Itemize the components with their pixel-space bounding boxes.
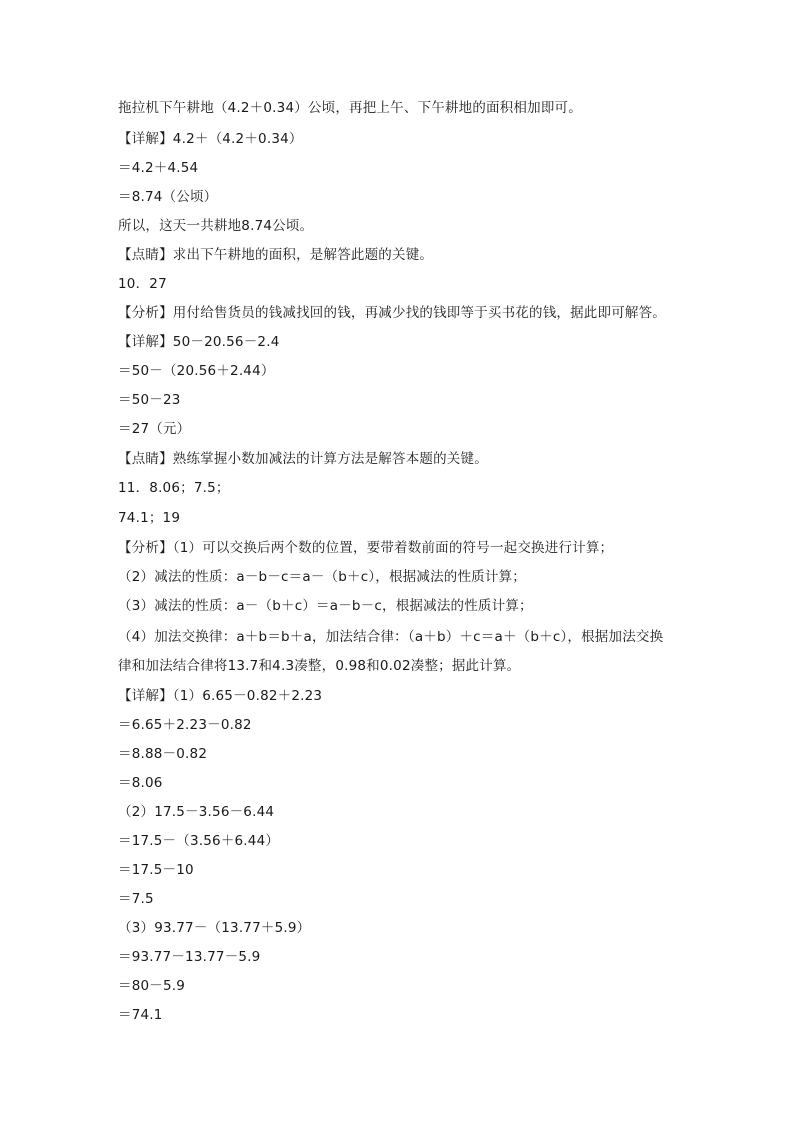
text-line: ＝8.88－0.82: [118, 746, 208, 762]
text-line: 律和加法结合律将13.7和4.3凑整，0.98和0.02凑整；据此计算。: [118, 658, 521, 674]
text-line: 拖拉机下午耕地（4.2＋0.34）公顷，再把上午、下午耕地的面积相加即可。: [118, 100, 582, 116]
text-line: 【详解】（1）6.65－0.82＋2.23: [118, 688, 323, 704]
text-line: （3）减法的性质：a－（b＋c）＝a－b－c，根据减法的性质计算；: [118, 598, 533, 614]
text-line: （3）93.77－（13.77＋5.9）: [118, 920, 311, 936]
text-line: ＝50－（20.56＋2.44）: [118, 363, 275, 379]
text-line: 【分析】（1）可以交换后两个数的位置，要带着数前面的符号一起交换进行计算；: [118, 540, 614, 556]
question-number: 11．8.06；7.5；: [118, 480, 230, 496]
text-line: （4）加法交换律：a＋b＝b＋a，加法结合律：（a＋b）＋c＝a＋（b＋c），根据加法交换: [118, 629, 664, 645]
text-line: ＝27（元）: [118, 421, 191, 437]
text-line: ＝8.06: [118, 775, 163, 791]
text-line: 【详解】4.2＋（4.2＋0.34）: [118, 131, 303, 147]
question-number: 10．27: [118, 276, 167, 292]
text-line: 【分析】用付给售货员的钱减找回的钱，再减少找的钱即等于买书花的钱，据此即可解答。: [118, 305, 666, 321]
text-line: ＝4.2＋4.54: [118, 160, 199, 176]
text-line: ＝7.5: [118, 891, 154, 907]
text-line: （2）17.5－3.56－6.44: [118, 804, 275, 820]
text-line: ＝17.5－10: [118, 862, 194, 878]
text-line: ＝8.74（公顷）: [118, 189, 218, 205]
text-line: ＝93.77－13.77－5.9: [118, 949, 261, 965]
text-line: 【点睛】求出下午耕地的面积，是解答此题的关键。: [118, 247, 434, 263]
text-line: 【点睛】熟练掌握小数加减法的计算方法是解答本题的关键。: [118, 451, 488, 467]
text-line: ＝50－23: [118, 392, 181, 408]
text-line: ＝80－5.9: [118, 978, 186, 994]
text-line: ＝6.65＋2.23－0.82: [118, 717, 252, 733]
text-line: （2）减法的性质：a－b－c＝a－（b＋c），根据减法的性质计算；: [118, 569, 526, 585]
text-line: 【详解】50－20.56－2.4: [118, 334, 280, 350]
text-line: 74.1；19: [118, 510, 181, 526]
text-line: ＝74.1: [118, 1007, 163, 1023]
text-line: ＝17.5－（3.56＋6.44）: [118, 833, 280, 849]
text-line: 所以，这天一共耕地8.74公顷。: [118, 218, 314, 234]
